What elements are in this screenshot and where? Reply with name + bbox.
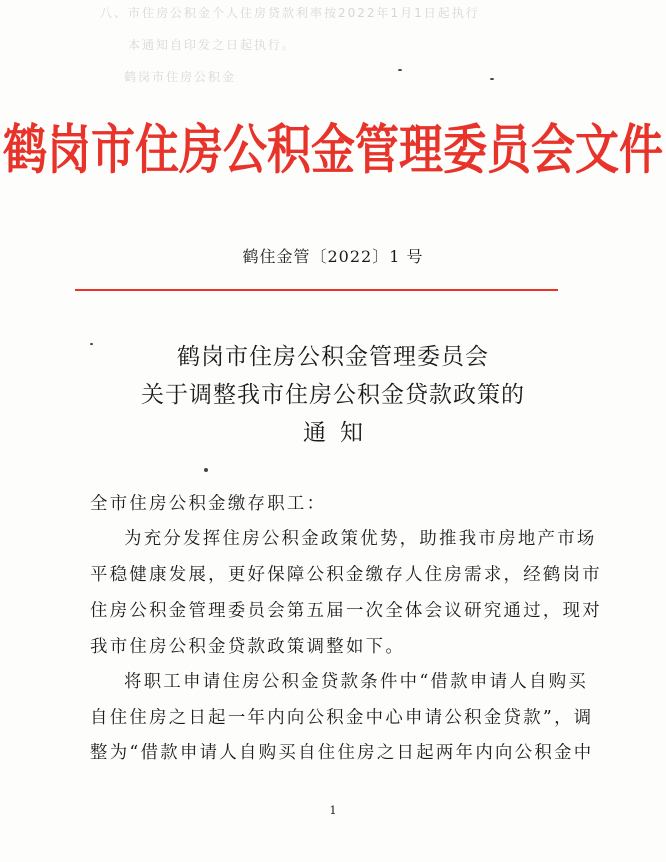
- document-header-title: 鹤岗市住房公积金管理委员会文件: [3, 119, 663, 182]
- bleed-through-text: 本通知自印发之日起执行。: [128, 38, 297, 52]
- body-paragraph-line: 自住住房之日起一年内向公积金中心申请公积金贷款”，调: [90, 708, 594, 728]
- scan-speck: [204, 468, 208, 472]
- scan-speck: [490, 78, 494, 80]
- notice-title-line: 关于调整我市住房公积金贷款政策的: [141, 382, 525, 408]
- document-number: 鹤住金管〔2022〕1 号: [242, 247, 424, 266]
- bleed-through-text: 鹤岗市住房公积金: [124, 70, 237, 84]
- body-paragraph-line: 整为“借款申请人自购买自住住房之日起两年内向公积金中: [90, 743, 594, 763]
- notice-title-line: 鹤岗市住房公积金管理委员会: [177, 344, 489, 370]
- body-paragraph-line: 住房公积金管理委员会第五届一次全体会议研究通过，现对: [90, 601, 602, 621]
- scan-speck: [398, 69, 402, 71]
- page-number: 1: [329, 804, 337, 817]
- body-paragraph-line: 为充分发挥住房公积金政策优势，助推我市房地产市场: [124, 529, 597, 549]
- salutation: 全市住房公积金缴存职工：: [90, 494, 327, 514]
- body-paragraph-line: 平稳健康发展，更好保障公积金缴存人住房需求，经鹤岗市: [90, 565, 602, 585]
- red-divider-line: [75, 289, 558, 291]
- notice-title-line: 通知: [303, 420, 377, 446]
- bleed-through-text: 八、市住房公积金个人住房贷款利率按2022年1月1日起执行: [100, 6, 480, 20]
- body-paragraph-line: 我市住房公积金贷款政策调整如下。: [90, 637, 406, 657]
- body-paragraph-line: 将职工申请住房公积金贷款条件中“借款申请人自购买: [124, 672, 589, 692]
